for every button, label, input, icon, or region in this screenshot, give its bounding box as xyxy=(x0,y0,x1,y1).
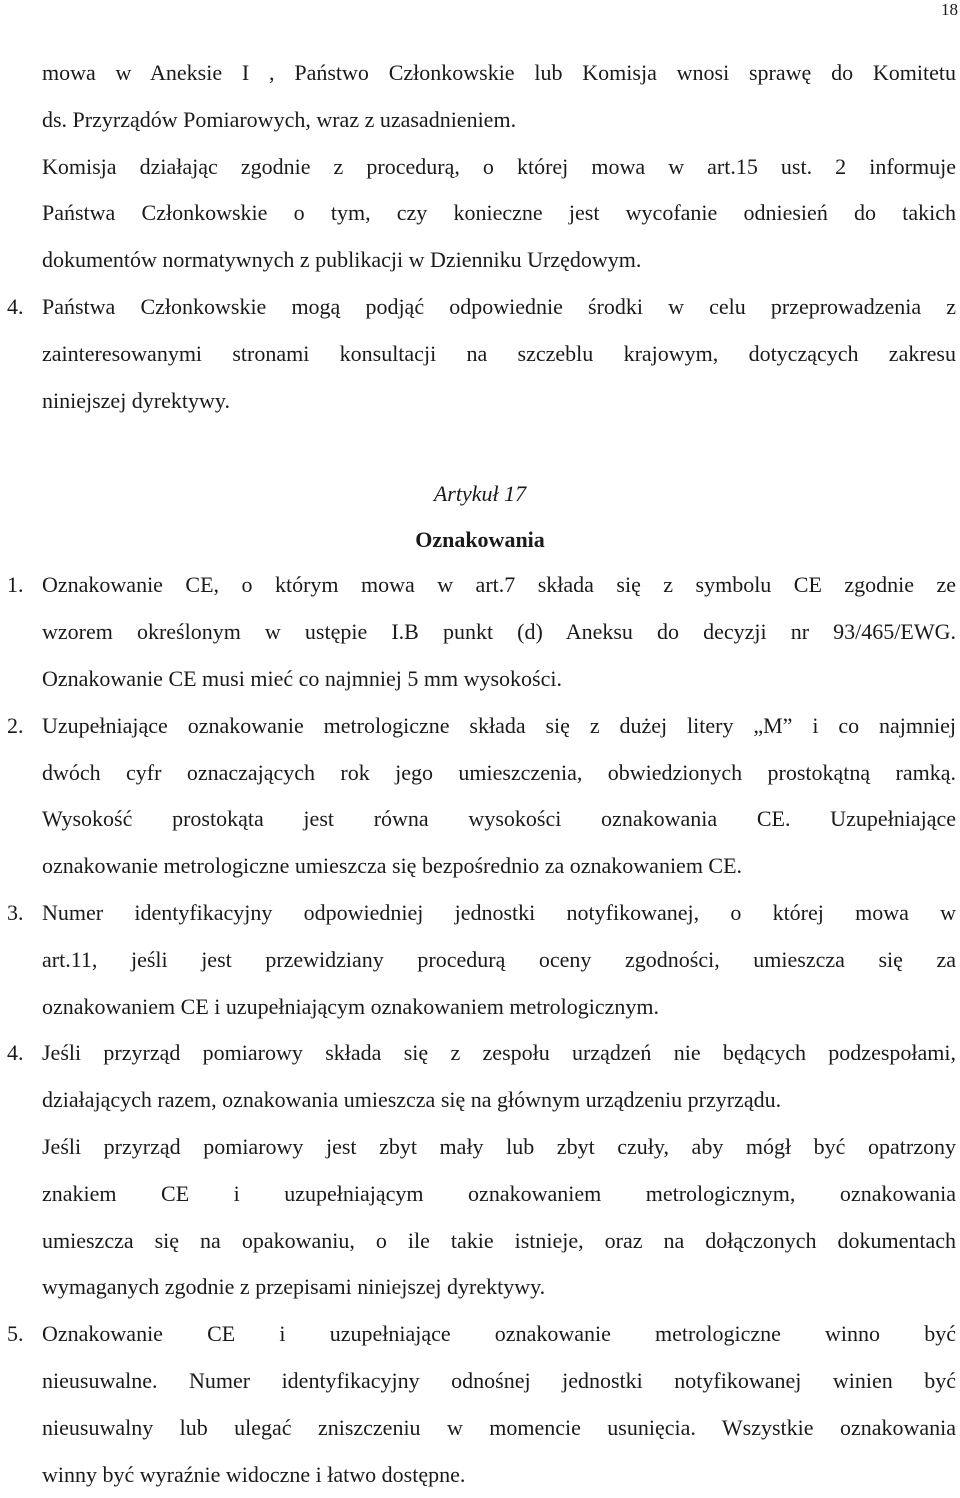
text-line xyxy=(0,237,960,284)
text-line xyxy=(0,1077,960,1124)
text-line xyxy=(0,984,960,1031)
text-line xyxy=(0,97,960,144)
line-text: Komisja działając zgodnie z procedurą, o której mowa w art.15 ust. 2 informuje xyxy=(42,153,956,179)
numbered-point xyxy=(0,562,960,702)
point-number: 1. xyxy=(7,572,24,598)
paragraph-continuation xyxy=(0,50,960,284)
text-line xyxy=(0,1171,960,1218)
line-text: nieusuwalne. Numer identyfikacyjny odnośnej jednostki notyfikowanej winien być xyxy=(42,1367,956,1393)
numbered-point xyxy=(0,1030,960,1311)
article-subtitle: Oznakowania xyxy=(415,527,545,553)
text-line xyxy=(0,331,960,378)
spacer xyxy=(0,424,960,470)
text-line xyxy=(0,1452,960,1498)
line-text: Oznakowanie CE musi mieć co najmniej 5 mm wysokości. xyxy=(42,665,562,691)
numbered-point xyxy=(0,703,960,890)
text-line xyxy=(0,144,960,191)
numbered-point xyxy=(0,1311,960,1498)
text-line xyxy=(0,1030,960,1077)
line-text: znakiem CE i uzupełniającym oznakowaniem metrologicznym, oznakowania xyxy=(42,1180,956,1206)
line-text: art.11, jeśli jest przewidziany procedurą oceny zgodności, umieszcza się za xyxy=(42,946,956,972)
line-text: Państwa Członkowskie mogą podjąć odpowiednie środki w celu przeprowadzenia z xyxy=(42,293,956,319)
text-line xyxy=(0,378,960,425)
line-text: zainteresowanymi stronami konsultacji na szczeblu krajowym, dotyczących zakresu xyxy=(42,340,956,366)
text-line xyxy=(0,1358,960,1405)
point-number: 2. xyxy=(7,712,24,738)
line-text: dokumentów normatywnych z publikacji w Dzienniku Urzędowym. xyxy=(42,247,642,273)
line-text: wzorem określonym w ustępie I.B punkt (d) Aneksu do decyzji nr 93/465/EWG. xyxy=(42,619,956,645)
numbered-point xyxy=(0,890,960,1030)
line-text: Oznakowanie CE i uzupełniające oznakowanie metrologiczne winno być xyxy=(42,1321,956,1347)
line-text: Wysokość prostokąta jest równa wysokości oznakowania CE. Uzupełniające xyxy=(42,806,956,832)
line-text: Państwa Członkowskie o tym, czy konieczne jest wycofanie odniesień do takich xyxy=(42,200,956,226)
text-line xyxy=(0,1264,960,1311)
line-text: ds. Przyrządów Pomiarowych, wraz z uzasadnieniem. xyxy=(42,106,517,132)
line-text: Jeśli przyrząd pomiarowy jest zbyt mały lub zbyt czuły, aby mógł być opatrzony xyxy=(42,1133,956,1159)
line-text: Oznakowanie CE, o którym mowa w art.7 składa się z symbolu CE zgodnie ze xyxy=(42,572,956,598)
text-line xyxy=(0,843,960,890)
line-text: Numer identyfikacyjny odpowiedniej jednostki notyfikowanej, o której mowa w xyxy=(42,899,956,925)
text-line xyxy=(0,937,960,984)
line-text: dwóch cyfr oznaczających rok jego umieszczenia, obwiedzionych prostokątną ramką. xyxy=(42,759,956,785)
text-line xyxy=(0,609,960,656)
text-line xyxy=(0,703,960,750)
line-text: nieusuwalny lub ulegać zniszczeniu w momencie usunięcia. Wszystkie oznakowania xyxy=(42,1414,956,1440)
point-number: 3. xyxy=(7,899,24,925)
line-text: Uzupełniające oznakowanie metrologiczne składa się z dużej litery „M” i co najmniej xyxy=(42,712,956,738)
line-text: Jeśli przyrząd pomiarowy składa się z zespołu urządzeń nie będących podzespołami, xyxy=(42,1040,956,1066)
page-number: 18 xyxy=(941,0,958,19)
text-line xyxy=(0,284,960,331)
article-title: Artykuł 17 xyxy=(433,481,527,507)
text-line xyxy=(0,1405,960,1452)
line-text: wymaganych zgodnie z przepisami niniejszej dyrektywy. xyxy=(42,1274,546,1300)
line-text: umieszcza się na opakowaniu, o ile takie istnieje, oraz na dołączonych dokumentach xyxy=(42,1227,956,1253)
line-text: oznakowaniem CE i uzupełniającym oznakowaniem metrologicznym. xyxy=(42,993,660,1019)
line-text: oznakowanie metrologiczne umieszcza się bezpośrednio za oznakowaniem CE. xyxy=(42,853,743,879)
text-line xyxy=(0,1218,960,1265)
text-line xyxy=(0,890,960,937)
line-text: winny być wyraźnie widoczne i łatwo dostępne. xyxy=(42,1461,466,1487)
text-line xyxy=(0,750,960,797)
text-line xyxy=(0,796,960,843)
line-text: działających razem, oznakowania umieszcza się na głównym urządzeniu przyrządu. xyxy=(42,1087,782,1113)
point-number: 5. xyxy=(7,1321,24,1347)
text-line xyxy=(0,1124,960,1171)
numbered-points xyxy=(0,562,960,1498)
text-line xyxy=(0,562,960,609)
point-number: 4. xyxy=(7,1040,24,1066)
line-text: niniejszej dyrektywy. xyxy=(42,387,230,413)
text-line xyxy=(0,50,960,97)
text-line xyxy=(0,1311,960,1358)
line-text: mowa w Aneksie I , Państwo Członkowskie lub Komisja wnosi sprawę do Komitetu xyxy=(42,60,956,85)
paragraph-point-4 xyxy=(0,284,960,424)
point-number: 4. xyxy=(7,293,24,319)
text-line xyxy=(0,656,960,703)
text-line xyxy=(0,190,960,237)
document-body xyxy=(0,50,960,1498)
